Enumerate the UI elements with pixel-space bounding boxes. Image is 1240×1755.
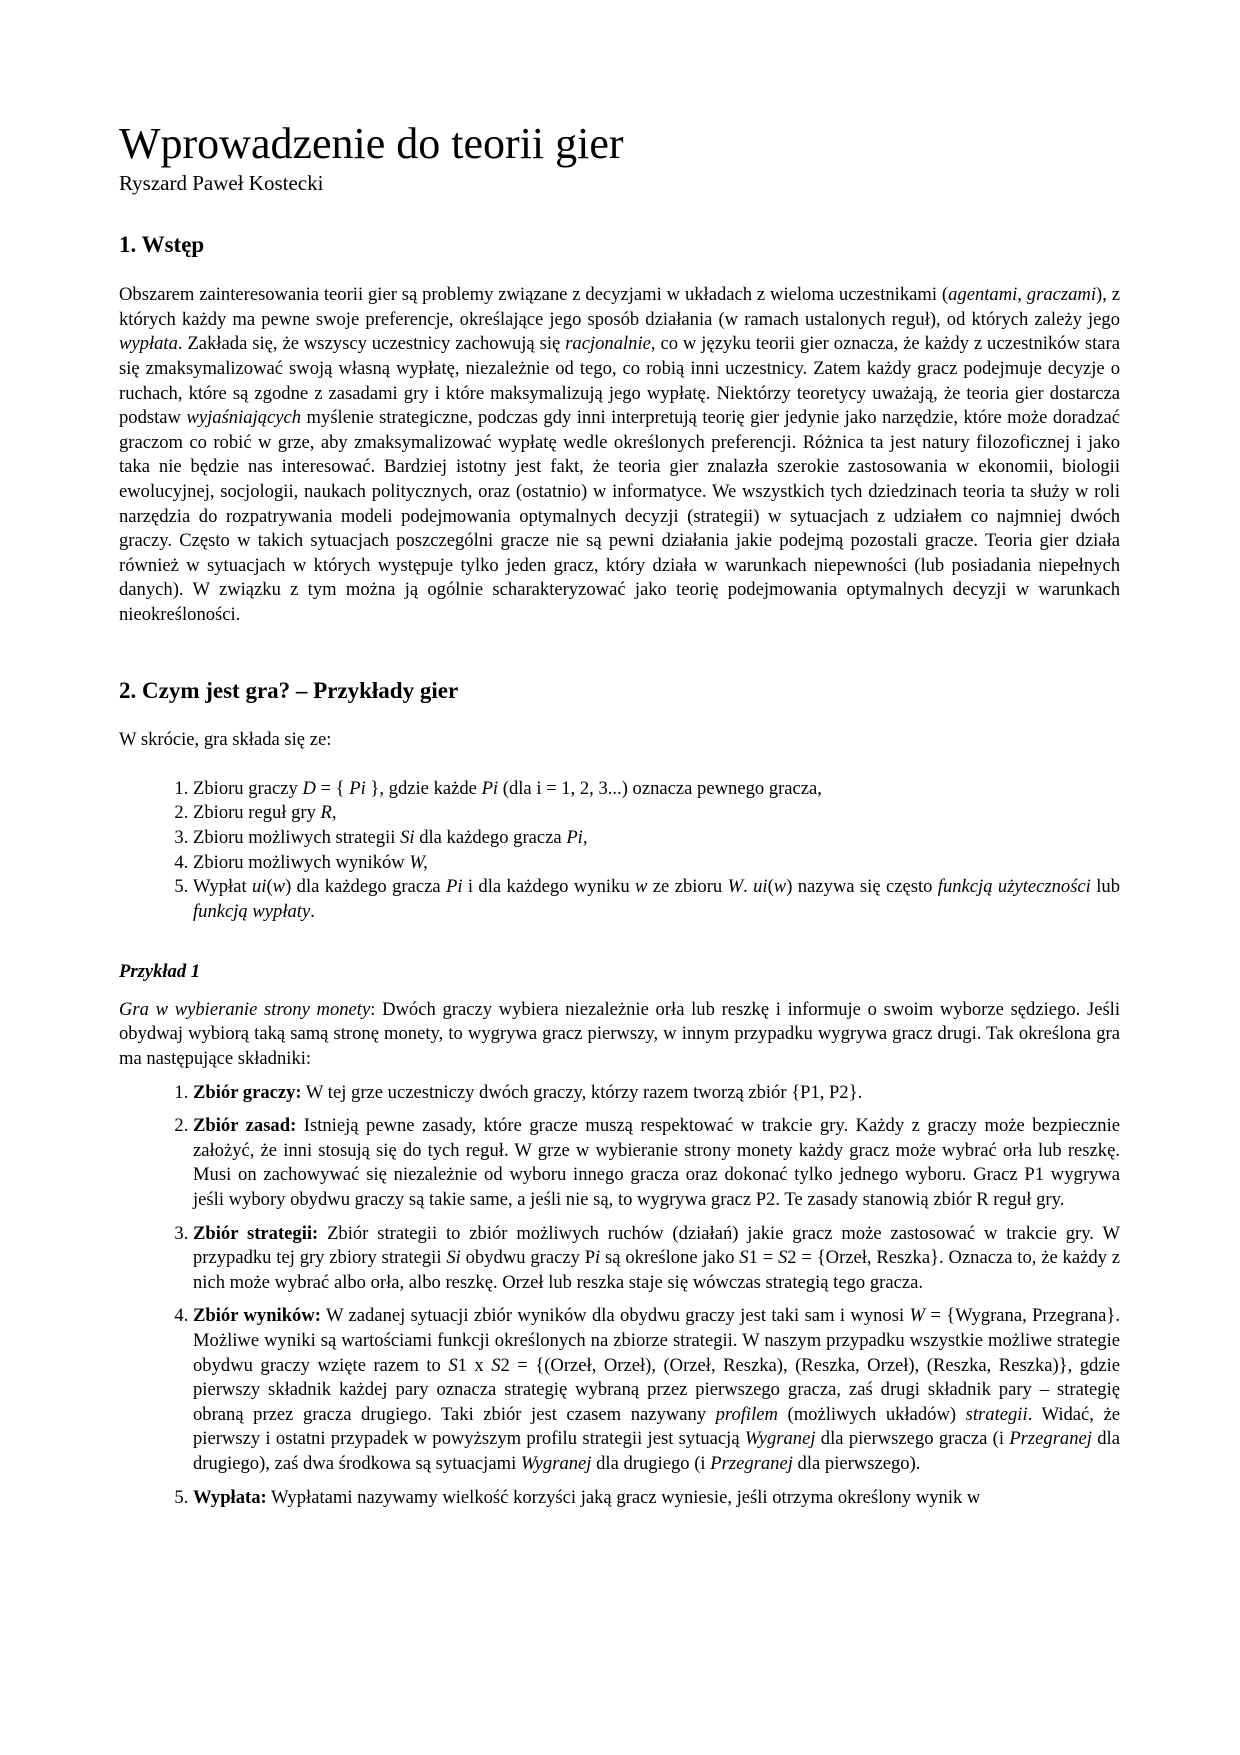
list-item: 5. Wypłat ui(w) dla każdego gracza Pi i dla każdego wyniku w ze zbioru W. ui(w) nazywa się często funkcją użyteczności lub funkcją wypłaty. — [193, 875, 1120, 924]
game-definition-lead: W skrócie, gra składa się ze: — [119, 729, 332, 751]
list-item: 1. Zbiór graczy: W tej grze uczestniczy dwóch graczy, którzy razem tworzą zbiór {P1, P2}. — [193, 1081, 1120, 1106]
list-item: 4. Zbiór wyników: W zadanej sytuacji zbiór wyników dla obydwu graczy jest taki sam i wynosi W = {Wygrana, Przegrana}. Możliwe wyniki są wartościami funkcji określonych na zbiorze strategii. W naszym przypadku wszystkie możliwe strategie obydwu graczy wzięte razem to S1 x S2 = {(Orzeł, Orzeł), (Orzeł, Reszka), (Reszka, Orzeł), (Reszka, Reszka)}, gdzie pierwszy składnik każdej pary oznacza strategię wybraną przez pierwszego gracza, zaś drugi składnik pary – strategię obraną przez gracza drugiego. Taki zbiór jest czasem nazywany profilem (możliwych układów) strategii. Widać, że pierwszy i ostatni przypadek w powyższym profilu strategii jest sytuacją Wygranej dla pierwszego gracza (i Przegranej dla drugiego), zaś dwa środkowa są sytuacjami Wygranej dla drugiego (i Przegranej dla pierwszego). — [193, 1304, 1120, 1476]
document-title: Wprowadzenie do teorii gier — [119, 119, 624, 168]
example-intro-paragraph: Gra w wybieranie strony monety: Dwóch graczy wybiera niezależnie orła lub reszkę i informuje o swoim wyborze sędziego. Jeśli obydwaj wybiorą taką samą stronę monety, to wygrywa gracz pierwszy, w innym przypadku wygrywa gracz drugi. Tak określona gra ma następujące składniki: — [119, 998, 1121, 1070]
list-item: 5. Wypłata: Wypłatami nazywamy wielkość korzyści jaką gracz wyniesie, jeśli otrzyma określony wynik w — [193, 1486, 1120, 1511]
list-item: 2. Zbioru reguł gry R, — [193, 801, 1120, 826]
list-item: 3. Zbiór strategii: Zbiór strategii to zbiór możliwych ruchów (działań) jakie gracz może zastosować w trakcie gry. W przypadku tej gry zbiory strategii Si obydwu graczy Pi są określone jako S1 = S2 = {Orzeł, Reszka}. Oznacza to, że każdy z nich może wybrać albo orła, albo reszkę. Orzeł lub reszka staje się wówczas strategią tego gracza. — [193, 1222, 1120, 1296]
example-title: Przykład 1 — [119, 961, 201, 983]
author-name: Ryszard Paweł Kostecki — [119, 171, 324, 196]
section-heading-what-is-game: 2. Czym jest gra? – Przykłady gier — [119, 677, 459, 703]
section-heading-intro: 1. Wstęp — [119, 231, 205, 257]
document-page — [119, 120, 1120, 1519]
list-item: 4. Zbioru możliwych wyników W, — [193, 851, 1120, 876]
list-item: 2. Zbiór zasad: Istnieją pewne zasady, które gracze muszą respektować w trakcie gry. Każdy z graczy może bezpiecznie założyć, że inni stosują się do tych reguł. W grze w wybieranie strony monety każdy gracz może wybrać orła lub reszkę. Musi on zachowywać się niezależnie od wyboru innego gracza oraz dokonać tylko jednego wyboru. Gracz P1 wygrywa jeśli wybory obydwu graczy są takie same, a jeśli nie są, to wygrywa gracz P2. Te zasady stanowią zbiór R reguł gry. — [193, 1114, 1120, 1212]
game-elements-list — [119, 777, 1120, 925]
example-components-list — [119, 1081, 1120, 1511]
list-item: 3. Zbioru możliwych strategii Si dla każdego gracza Pi, — [193, 826, 1120, 851]
intro-paragraph: Obszarem zainteresowania teorii gier są problemy związane z decyzjami w układach z wieloma uczestnikami (agentami, graczami), z których każdy ma pewne swoje preferencje, określające jego sposób działania (w ramach ustalonych reguł), od których zależy jego wypłata. Zakłada się, że wszyscy uczestnicy zachowują się racjonalnie, co w języku teorii gier oznacza, że każdy z uczestników stara się zmaksymalizować swoją własną wypłatę, niezależnie od tego, co robią inni uczestnicy. Zatem każdy gracz podejmuje decyzje o ruchach, które są zgodne z zasadami gry i które maksymalizują jego wypłatę. Niektórzy teoretycy uważają, że teoria gier dostarcza podstaw wyjaśniających myślenie strategiczne, podczas gdy inni interpretują teorię gier jedynie jako narzędzie, które może doradzać graczom co robić w grze, aby zmaksymalizować wypłatę wedle określonych preferencji. Różnica ta jest natury filozoficznej i jako taka nie będzie nas interesować. Bardziej istotny jest fakt, że teoria gier znalazła szerokie zastosowania w ekonomii, biologii ewolucyjnej, socjologii, naukach politycznych, oraz (ostatnio) w informatyce. We wszystkich tych dziedzinach teoria ta służy w roli narzędzia do rozpatrywania modeli podejmowania optymalnych decyzji (strategii) w sytuacjach z udziałem co najmniej dwóch graczy. Często w takich sytuacjach poszczególni gracze nie są pewni działania jakie podejmą pozostali gracze. Teoria gier działa również w sytuacjach w których występuje tylko jeden gracz, który działa w warunkach niepewności (lub posiadania niepełnych danych). W związku z tym można ją ogólnie scharakteryzować jako teorię podejmowania optymalnych decyzji w warunkach nieokreśloności. — [119, 284, 1121, 625]
list-item: 1. Zbioru graczy D = { Pi }, gdzie każde Pi (dla i = 1, 2, 3...) oznacza pewnego gracza, — [193, 777, 1120, 802]
